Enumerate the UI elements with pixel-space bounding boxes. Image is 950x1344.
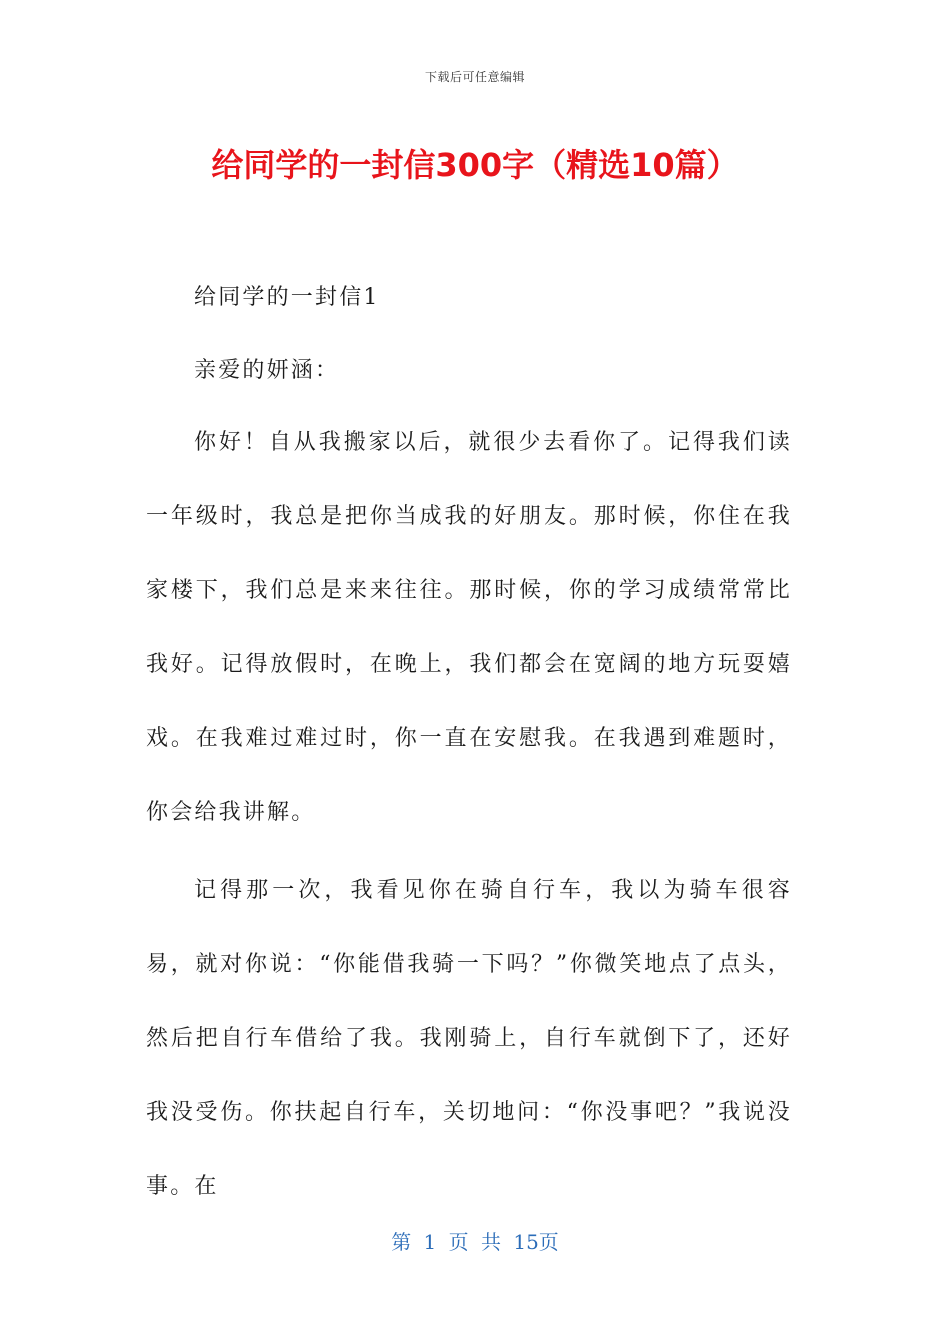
paragraph-text: 记得那一次，我看见你在骑自行车，我以为骑车很容易，就对你说：“你能借我骑一下吗？”你微笑地点了点头，然后把自行车借给了我。我刚骑上，自行车就倒下了，还好我没受伤。你扶起自行车，关切地问：“你没事吧？”我说没事。在 <box>146 878 792 1199</box>
paragraph-2 <box>146 854 792 1224</box>
section-heading-text: 给同学的一封信1 <box>194 285 380 310</box>
header-note: 下载后可任意编辑 <box>424 70 525 84</box>
paragraph-1 <box>146 406 792 850</box>
greeting-text: 亲爱的妍涵： <box>194 358 340 383</box>
paragraph-text: 你好！自从我搬家以后，就很少去看你了。记得我们读一年级时，我总是把你当成我的好朋友。那时候，你住在我家楼下，我们总是来来往往。那时候，你的学习成绩常常比我好。记得放假时，在晚上，我们都会在宽阔的地方玩耍嬉戏。在我难过难过时，你一直在安慰我。在我遇到难题时，你会给我讲解。 <box>146 430 792 825</box>
greeting <box>146 334 792 408</box>
section-heading <box>146 261 792 335</box>
page-number: 第 1 页 共 15页 <box>391 1230 559 1254</box>
document-title: 给同学的一封信300字（精选10篇） <box>211 146 739 184</box>
